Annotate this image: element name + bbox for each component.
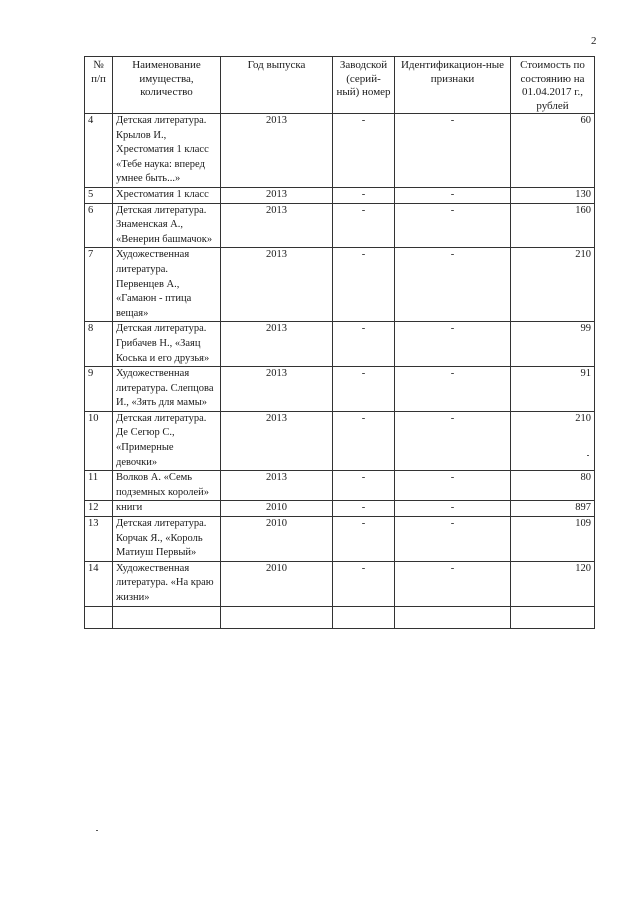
header-ident: Идентификацион-ные признаки xyxy=(395,57,511,114)
cell-blank xyxy=(395,606,511,628)
table-row xyxy=(85,187,595,203)
cell-name: Детская литература. Знаменская А., «Венерин башмачок» xyxy=(113,203,221,248)
cell-year: 2010 xyxy=(221,517,333,562)
cell-cost: 897 xyxy=(511,501,595,517)
cell-num: 12 xyxy=(85,501,113,517)
table-body xyxy=(85,114,595,629)
table-row xyxy=(85,501,595,517)
cell-year: 2013 xyxy=(221,367,333,412)
cell-blank xyxy=(333,606,395,628)
table-row xyxy=(85,322,595,367)
cell-cost: 160 xyxy=(511,203,595,248)
cell-serial: - xyxy=(333,203,395,248)
cell-num: 14 xyxy=(85,561,113,606)
cell-serial: - xyxy=(333,248,395,322)
cell-num: 5 xyxy=(85,187,113,203)
cell-ident: - xyxy=(395,517,511,562)
cell-ident: - xyxy=(395,114,511,188)
cell-serial: - xyxy=(333,471,395,501)
cell-serial: - xyxy=(333,411,395,470)
cell-year: 2013 xyxy=(221,411,333,470)
cell-name: Художественная литература. «На краю жизни» xyxy=(113,561,221,606)
cell-year: 2013 xyxy=(221,187,333,203)
cell-blank xyxy=(221,606,333,628)
cell-ident: - xyxy=(395,471,511,501)
cell-name: Детская литература. Корчак Я., «Король Матиуш Первый» xyxy=(113,517,221,562)
cell-cost: 91 xyxy=(511,367,595,412)
table-row xyxy=(85,203,595,248)
cell-num: 6 xyxy=(85,203,113,248)
cell-year: 2013 xyxy=(221,114,333,188)
cell-year: 2013 xyxy=(221,471,333,501)
cell-blank xyxy=(511,606,595,628)
cell-cost: 99 xyxy=(511,322,595,367)
table-row xyxy=(85,561,595,606)
cell-ident: - xyxy=(395,322,511,367)
table-row xyxy=(85,517,595,562)
cell-year: 2010 xyxy=(221,501,333,517)
cell-serial: - xyxy=(333,561,395,606)
header-serial: Заводской (серий-ный) номер xyxy=(333,57,395,114)
cell-ident: - xyxy=(395,411,511,470)
table-row xyxy=(85,248,595,322)
cell-ident: - xyxy=(395,248,511,322)
page-number: 2 xyxy=(591,35,597,47)
cell-ident: - xyxy=(395,367,511,412)
cell-year: 2013 xyxy=(221,248,333,322)
cell-cost: 60 xyxy=(511,114,595,188)
cell-name: Волков А. «Семь подземных королей» xyxy=(113,471,221,501)
cell-serial: - xyxy=(333,322,395,367)
cell-cost: 80 xyxy=(511,471,595,501)
table-header xyxy=(85,57,595,114)
table-row xyxy=(85,471,595,501)
cell-year: 2013 xyxy=(221,203,333,248)
cell-ident: - xyxy=(395,203,511,248)
cell-year: 2010 xyxy=(221,561,333,606)
cell-cost: 210 xyxy=(511,411,595,470)
cell-num: 8 xyxy=(85,322,113,367)
cell-name: книги xyxy=(113,501,221,517)
cell-num: 10 xyxy=(85,411,113,470)
cell-serial: - xyxy=(333,501,395,517)
cell-ident: - xyxy=(395,501,511,517)
table-row xyxy=(85,367,595,412)
cell-name: Художественная литература. Первенцев А., «Гамаюн - птица вещая» xyxy=(113,248,221,322)
cell-blank xyxy=(85,606,113,628)
cell-num: 13 xyxy=(85,517,113,562)
inventory-table xyxy=(84,56,595,629)
cell-name: Детская литература. Грибачев Н., «Заяц Коська и его друзья» xyxy=(113,322,221,367)
cell-year: 2013 xyxy=(221,322,333,367)
cell-cost: 130 xyxy=(511,187,595,203)
cell-name: Детская литература. Де Сегюр С., «Примерные девочки» xyxy=(113,411,221,470)
cell-num: 7 xyxy=(85,248,113,322)
table-row xyxy=(85,411,595,470)
cell-num: 9 xyxy=(85,367,113,412)
cell-serial: - xyxy=(333,367,395,412)
scan-speck xyxy=(96,830,98,831)
cell-name: Художественная литература. Слепцова И., «Зять для мамы» xyxy=(113,367,221,412)
table-row xyxy=(85,114,595,188)
cell-num: 4 xyxy=(85,114,113,188)
scan-speck xyxy=(587,455,589,456)
cell-blank xyxy=(113,606,221,628)
cell-serial: - xyxy=(333,517,395,562)
header-name: Наименование имущества, количество xyxy=(113,57,221,114)
cell-name: Хрестоматия 1 класс xyxy=(113,187,221,203)
header-cost: Стоимость по состоянию на 01.04.2017 г., рублей xyxy=(511,57,595,114)
cell-cost: 109 xyxy=(511,517,595,562)
cell-num: 11 xyxy=(85,471,113,501)
cell-ident: - xyxy=(395,561,511,606)
cell-cost: 210 xyxy=(511,248,595,322)
table-row-blank xyxy=(85,606,595,628)
cell-serial: - xyxy=(333,114,395,188)
header-year: Год выпуска xyxy=(221,57,333,114)
cell-name: Детская литература. Крылов И., Хрестоматия 1 класс «Тебе наука: вперед умнее быть...» xyxy=(113,114,221,188)
cell-cost: 120 xyxy=(511,561,595,606)
cell-ident: - xyxy=(395,187,511,203)
header-num: № п/п xyxy=(85,57,113,114)
cell-serial: - xyxy=(333,187,395,203)
